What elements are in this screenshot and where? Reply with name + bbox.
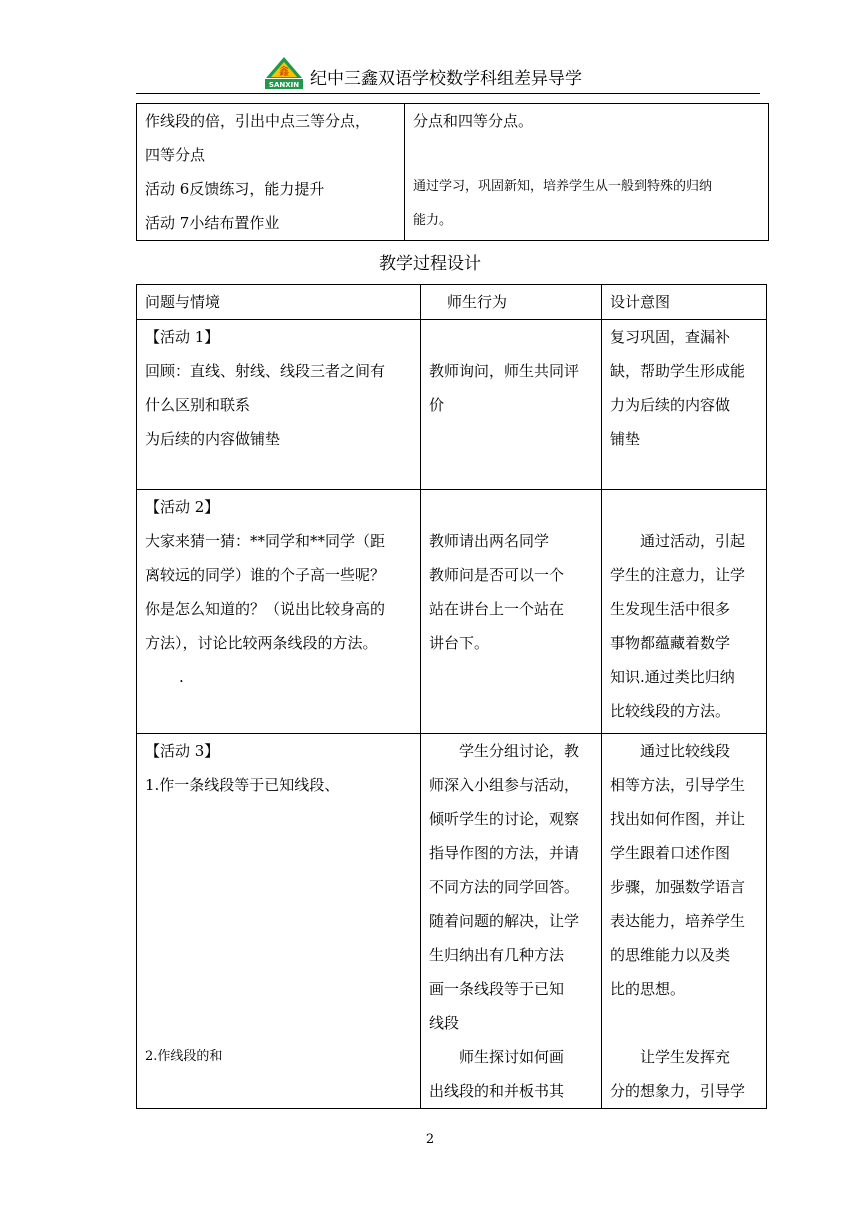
text-line: 力为后续的内容做 [610,396,731,414]
text-line: 2.作线段的和 [145,1049,223,1064]
text-line [610,490,766,524]
teaching-process-table [136,284,767,1109]
text-line: 教师询问，师生共同评 [429,362,580,380]
text-line: 师深入小组参与活动， [429,776,580,794]
logo-text: SANXIN [268,81,300,89]
activity-text: 小结布置作业 [189,214,280,232]
text-line: 你是怎么知道的？（说出比较身高的 [145,600,386,618]
intent-cell [602,490,767,734]
text-line: 生归纳出有几种方法 [429,946,565,964]
text-line: 画一条线段等于已知 [429,980,565,998]
text-line: 线段 [429,1014,460,1032]
activity-label: 活动 7 [145,214,190,232]
behavior-cell [421,490,602,734]
text-line: 的思维能力以及类 [610,946,731,964]
page-number: 2 [425,1132,435,1147]
text-line: 不同方法的同学回答。 [429,878,580,896]
text-line: 学生分组讨论，教 [459,742,580,760]
text-line: 通过比较线段 [640,742,731,760]
text-line: 通过学习，巩固新知，培养学生从一般到特殊的归纳 [413,179,713,194]
text-line: 比的思想。 [610,980,686,998]
text-line [429,490,601,524]
text-line: 教师请出两名同学 [429,532,550,550]
table-row [137,320,767,490]
table-row [137,490,767,734]
text-line: 比较线段的方法。 [610,702,731,720]
text-line: 学生的注意力，让学 [610,566,746,584]
continuation-table [136,103,769,241]
text-line: 价 [429,396,445,414]
text-line: 1.作一条线段等于已知线段、 [145,776,340,794]
text-line: 四等分点 [145,146,206,164]
text-line: 事物都蕴藏着数学 [610,634,731,652]
column-header: 问题与情境 [137,285,421,320]
text-line: 作线段的倍，引出中点三等分点， [145,112,371,130]
header-divider [136,93,760,94]
text-line: 随着问题的解决，让学 [429,912,580,930]
text-line: 站在讲台上一个站在 [429,600,565,618]
text-line: 什么区别和联系 [145,396,251,414]
column-header: 设计意图 [602,285,767,320]
text-line: 方法），讨论比较两条线段的方法。 [145,634,378,652]
activity-label: 活动 6 [145,180,190,198]
text-line: 缺，帮助学生形成能 [610,362,746,380]
text-line: 能力。 [413,213,453,228]
text-line: 【活动 2】 [145,498,220,516]
text-line: 步骤，加强数学语言 [610,878,746,896]
continuation-right-cell [405,104,769,241]
text-line [610,1006,766,1040]
text-line: 复习巩固，查漏补 [610,328,731,346]
text-line: 让学生发挥充 [640,1048,731,1066]
continuation-left-cell [137,104,405,241]
text-line: 知识.通过类比归纳 [610,668,735,686]
table-row [137,734,767,1109]
text-line: 【活动 3】 [145,742,220,760]
behavior-cell [421,734,602,1109]
activity-text: 反馈练习，能力提升 [189,180,325,198]
text-line: 师生探讨如何画 [459,1048,565,1066]
text-line: 出线段的和并板书其 [429,1082,565,1100]
text-line: 教师问是否可以一个 [429,566,565,584]
situation-cell [137,320,421,490]
text-line: 讲台下。 [429,634,490,652]
page-header [262,56,762,96]
logo-glyph: 鑫 [279,67,289,78]
situation-cell [137,734,421,1109]
text-line: 指导作图的方法，并请 [429,844,580,862]
school-logo-icon [264,56,304,90]
text-line: 分的想象力，引导学 [610,1082,746,1100]
activity-6-line [145,172,404,206]
text-line: 生发现生活中很多 [610,600,731,618]
text-line: 【活动 1】 [145,328,220,346]
text-line: 表达能力，培养学生 [610,912,746,930]
text-line: 离较远的同学）谁的个子高一些呢？ [145,566,386,584]
text-line: . [179,668,184,686]
activity-7-line [145,206,404,240]
behavior-cell [421,320,602,490]
text-line [429,320,601,354]
text-line: 分点和四等分点。 [413,112,534,130]
section-title: 教学过程设计 [379,254,481,274]
intent-cell [602,734,767,1109]
text-line: 大家来猜一猜：**同学和**同学（距 [145,532,386,550]
header-title: 纪中三鑫双语学校数学科组差异导学 [310,69,582,89]
text-line: 铺垫 [610,430,641,448]
intent-cell [602,320,767,490]
text-line: 回顾：直线、射线、线段三者之间有 [145,362,386,380]
text-line: 学生跟着口述作图 [610,844,731,862]
text-line: 相等方法，引导学生 [610,776,746,794]
text-line: 为后续的内容做铺垫 [145,430,281,448]
column-header: 师生行为 [421,285,602,320]
text-line: 通过活动，引起 [640,532,746,550]
situation-cell [137,490,421,734]
text-line: 找出如何作图，并让 [610,810,746,828]
text-line: 倾听学生的讨论，观察 [429,810,580,828]
